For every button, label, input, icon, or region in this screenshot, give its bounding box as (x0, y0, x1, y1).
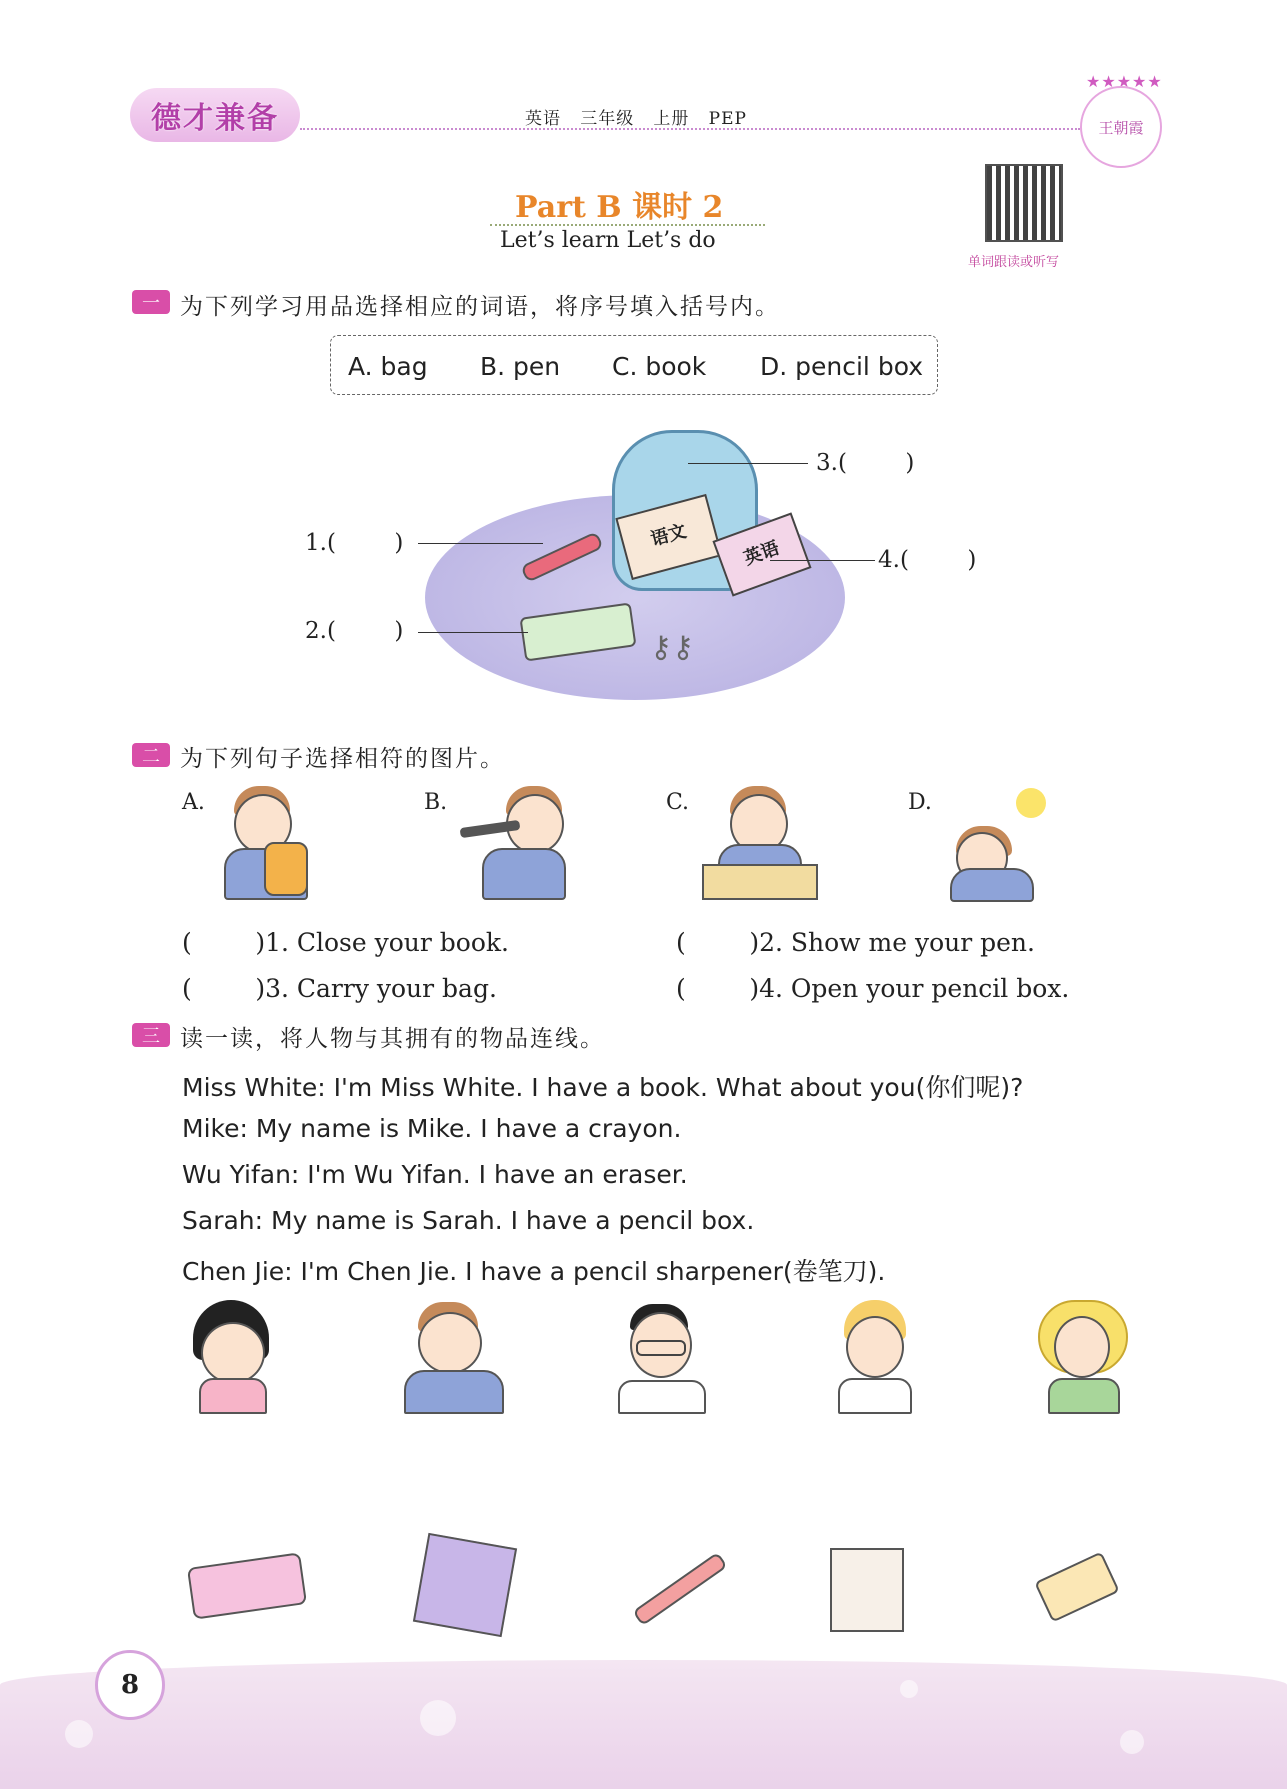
seal-logo (1080, 86, 1162, 168)
section3-title: 读一读，将人物与其拥有的物品连线。 (180, 1026, 605, 1052)
section1-badge: 一 (132, 290, 170, 314)
question-2: ( )2. Show me your pen. (676, 928, 1035, 957)
subject-line: 英语 三年级 上册 PEP (525, 109, 747, 129)
qr-code-icon[interactable] (985, 164, 1063, 242)
pencil-box-item (187, 1552, 307, 1619)
question-4: ( )4. Open your pencil box. (676, 974, 1070, 1003)
label-3: 3.( ) (816, 450, 915, 476)
section3-badge: 三 (132, 1023, 170, 1047)
choice-c: C. book (612, 352, 707, 381)
choice-a: A. bag (348, 352, 428, 381)
section1-title: 为下列学习用品选择相应的词语，将序号填入括号内。 (180, 294, 780, 320)
leader-line-4 (770, 560, 875, 561)
section2-title: 为下列句子选择相符的图片。 (180, 746, 505, 772)
picture-d-close-book (946, 782, 1056, 900)
book-item (413, 1533, 517, 1637)
page-footer (0, 1660, 1287, 1789)
question-3: ( )3. Carry your bag. (182, 974, 497, 1003)
character-girl-pigtails (185, 1300, 275, 1410)
book-label-chinese: 语文 (648, 520, 689, 551)
reading-line-4: Sarah: My name is Sarah. I have a pencil box. (182, 1206, 755, 1235)
reading-line-3: Wu Yifan: I'm Wu Yifan. I have an eraser. (182, 1160, 688, 1189)
label-4: 4.( ) (878, 547, 977, 573)
picture-label-d: D. (908, 790, 932, 815)
leader-line-1 (418, 543, 543, 544)
picture-label-c: C. (666, 790, 690, 815)
qr-caption: 单词跟读或听写 (968, 255, 1060, 270)
character-boy-glasses (612, 1300, 702, 1410)
decor-bubble (420, 1700, 456, 1736)
brand-logo: 德才兼备 (130, 88, 300, 142)
crayon-item (632, 1552, 728, 1626)
section2-badge: 二 (132, 743, 170, 767)
decor-bubble (1120, 1730, 1144, 1754)
picture-b-show-pen (460, 782, 565, 900)
seal-text: 王朝霞 (1098, 118, 1144, 137)
choice-b: B. pen (480, 352, 561, 381)
pencil-sharpener-item (830, 1548, 904, 1632)
choice-d: D. pencil box (760, 352, 924, 381)
label-2: 2.( ) (305, 618, 404, 644)
leader-line-3 (688, 463, 808, 464)
question-1: ( )1. Close your book. (182, 928, 510, 957)
title-divider (490, 224, 765, 226)
reading-line-1: Miss White: I'm Miss White. I have a book. What about you(你们呢)? (182, 1073, 1024, 1102)
character-miss-white (1030, 1300, 1130, 1410)
stars-icon: ★★★★★ (1086, 72, 1163, 91)
book-label-english: 英语 (741, 537, 783, 570)
character-girl-ponytail (820, 1300, 920, 1410)
picture-c-open-pencil-box (702, 782, 814, 900)
reading-line-5: Chen Jie: I'm Chen Jie. I have a pencil sharpener(卷笔刀). (182, 1257, 886, 1286)
page-number: 8 (95, 1650, 165, 1720)
character-boy-hoodie (400, 1300, 490, 1410)
picture-label-a: A. (182, 790, 205, 815)
lesson-subtitle: Let’s learn Let’s do (500, 228, 716, 253)
picture-label-b: B. (424, 790, 448, 815)
reading-line-2: Mike: My name is Mike. I have a crayon. (182, 1114, 682, 1143)
eraser-item (1034, 1551, 1120, 1622)
keys-icon: ⚷⚷ (650, 630, 694, 665)
decor-bubble (65, 1720, 93, 1748)
leader-line-2 (418, 632, 528, 633)
decor-bubble (900, 1680, 918, 1698)
picture-a-carry-bag (212, 782, 312, 900)
lesson-title: Part B 课时 2 (515, 190, 724, 225)
label-1: 1.( ) (305, 530, 404, 556)
